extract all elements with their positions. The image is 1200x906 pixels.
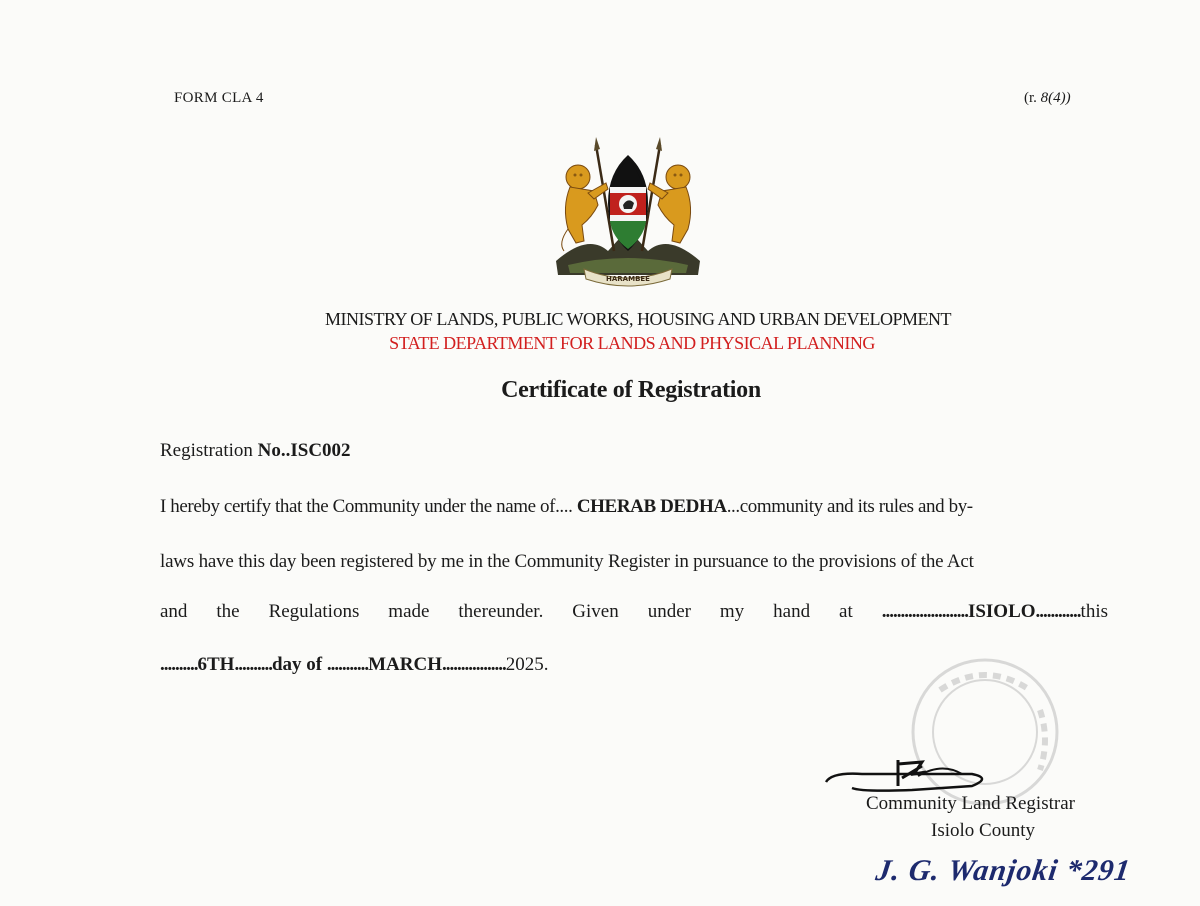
word: at [839,601,853,622]
registration-number [160,440,351,462]
certify-intro: I hereby certify that the Community under the name of.... [160,496,577,517]
word: Given [572,601,619,622]
year-value: 2025. [505,654,549,675]
registrar-county: Isiolo County [931,820,1035,841]
form-code: FORM CLA 4 [174,90,264,106]
dots: .......... [234,654,272,675]
dots: ....................... [881,601,968,622]
certify-line-3 [160,601,1108,623]
rule-prefix: (r. [1024,90,1041,106]
month-value: MARCH [368,654,442,675]
ministry-name: MINISTRY OF LANDS, PUBLIC WORKS, HOUSING AND URBAN DEVELOPMENT [324,309,952,329]
word: hand [773,601,811,622]
certify-line-1 [160,496,1108,518]
word: my [719,601,745,622]
registration-no-label: No.. [257,440,291,461]
word: thereunder. [458,601,544,622]
registration-label: Registration [160,440,258,461]
word: Regulations [268,601,360,622]
rule-value: 8(4)) [1040,90,1071,106]
word: this [1080,601,1108,622]
day-of-label: day of [271,654,323,675]
word: made [388,601,430,622]
day-value: 6TH [197,654,235,675]
kenya-coat-of-arms-icon [548,133,708,293]
word: the [216,601,240,622]
handwritten-name: J. G. Wanjoki *291 [873,854,1133,887]
place-field [882,601,1108,623]
place-value: ISIOLO [967,601,1036,622]
dots: .......... [160,654,198,675]
department-name: STATE DEPARTMENT FOR LANDS AND PHYSICAL PLANNING [389,333,875,353]
certify-line-2: laws have this day been registered by me in the Community Register in pursuance to the provisions of the Act [160,551,974,572]
registration-value: ISC002 [290,440,351,461]
dots: ........... [326,654,369,675]
dots: ................. [442,654,506,675]
dots: ............ [1035,601,1081,622]
certify-rules: ...community and its rules and by- [726,496,973,517]
community-name: CHERAB DEDHA [576,496,727,517]
word: and [160,601,188,622]
registrar-title: Community Land Registrar [866,793,1075,814]
motto: HARAMBEE [606,275,650,283]
certificate-title: Certificate of Registration [501,377,761,403]
word: under [647,601,691,622]
rule-reference [1024,90,1071,107]
